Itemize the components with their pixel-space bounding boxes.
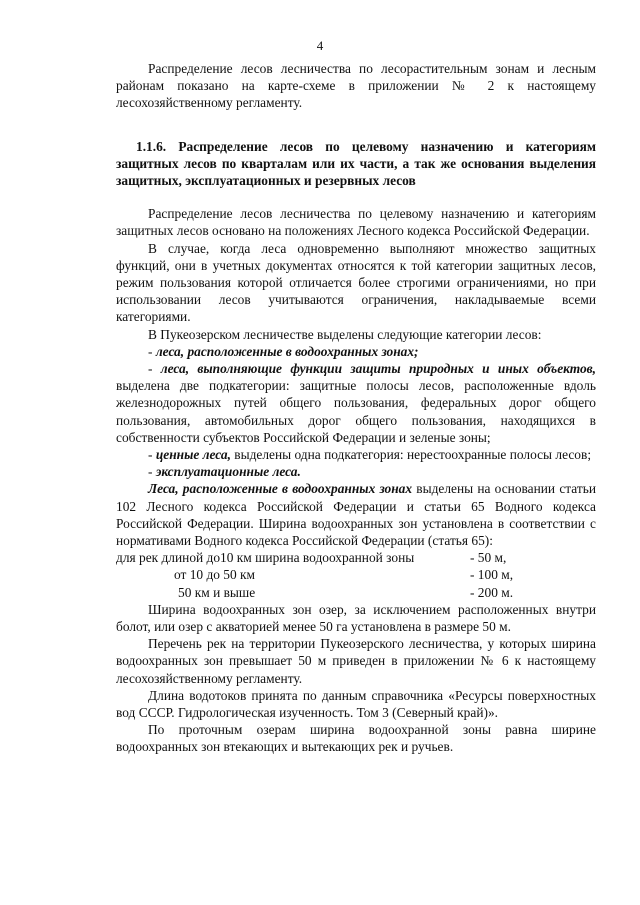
list-item-water-protection xyxy=(116,343,596,360)
table-row xyxy=(116,549,596,566)
paragraph-lakes: Ширина водоохранных зон озер, за исключением расположенных внутри болот, или озер с акваторией менее 50 га установлена в размере 50 м. xyxy=(116,601,596,635)
paragraph-categories-intro: В Пукеозерском лесничестве выделены следующие категории лесов: xyxy=(148,326,542,342)
paragraph-lead: Леса, расположенные в водоохранных зонах xyxy=(148,481,413,497)
paragraph-distribution: Распределение лесов лесничества по целевому назначению и категориям защитных лесов основано на положениях Лесного кодекса Российской Федерации. xyxy=(116,206,596,239)
list-item-text: леса, расположенные в водоохранных зонах; xyxy=(155,343,419,359)
row-value: - 50 м, xyxy=(470,550,507,566)
list-item-valuable-forests xyxy=(116,446,596,463)
page-content xyxy=(116,60,596,756)
list-item-protection-functions xyxy=(116,360,596,446)
paragraph-water-zones xyxy=(116,480,596,549)
list-dash: - xyxy=(148,464,156,480)
paragraph-text: выделены на основании статьи 102 Лесного кодекса Российской Федерации и статьи 65 Водного кодекса Российской Федерации. Ширина водоохранных зон установлена в соответствии с нормативами Водного кодекса Российской Федерации (статья 65): xyxy=(116,481,596,549)
list-item-text: выделена две подкатегории: защитные полосы лесов, расположенные вдоль железнодорожных путей общего пользования, федеральных дорог общего пользования, автомобильных дорог общего пользования, находящихся в собственности субъектов Российской Федерации и зеленые зоны; xyxy=(116,378,596,445)
page-number: 4 xyxy=(316,38,324,53)
list-dash: - xyxy=(148,343,156,359)
list-item-title: леса, выполняющие функции защиты природных и иных объектов, xyxy=(160,361,597,377)
paragraph-forest-zones: Распределение лесов лесничества по лесорастительным зонам и лесным районам показано на карте-схеме в приложении № 2 к настоящему лесохозяйственному регламенту. xyxy=(116,61,596,111)
list-item-title: ценные леса, xyxy=(155,447,231,463)
paragraph-watercourse-length: Длина водотоков принята по данным справочника «Ресурсы поверхностных вод СССР. Гидрологическая изученность. Том 3 (Северный край)». xyxy=(116,687,596,721)
list-dash: - xyxy=(148,447,156,463)
table-row xyxy=(116,584,596,601)
row-value: - 200 м. xyxy=(470,584,514,600)
section-heading: 1.1.6. Распределение лесов по целевому назначению и категориям защитных лесов по кварталам или их части, а так же основания выделения защитных, эксплуатационных и резервных лесов xyxy=(116,138,596,189)
paragraph-protective-functions: В случае, когда леса одновременно выполняют множество защитных функций, они в учетных документах относятся к той категории защитных лесов, режим пользования которой отличается более строгими ограничениями, но при использовании лесов учитываются ограничения, накладываемые всеми категориями. xyxy=(116,240,596,325)
row-label: для рек длиной до10 км ширина водоохранной зоны xyxy=(116,550,415,566)
list-item-text: эксплуатационные леса. xyxy=(155,464,301,480)
paragraph-flowing-lakes: По проточным озерам ширина водоохранной зоны равна ширине водоохранных зон втекающих и вытекающих рек и ручьев. xyxy=(116,722,596,755)
paragraph-rivers-list: Перечень рек на территории Пукеозерского лесничества, у которых ширина водоохранных зон превышает 50 м приведен в приложении № 6 к настоящему лесохозяйственному регламенту. xyxy=(116,636,596,686)
list-item-text: выделены одна подкатегория: нерестоохранные полосы лесов; xyxy=(230,447,592,463)
row-label: от 10 до 50 км xyxy=(174,567,256,583)
list-dash: - xyxy=(148,361,161,377)
list-item-exploitation xyxy=(116,463,596,480)
row-label: 50 км и выше xyxy=(178,584,256,600)
row-value: - 100 м, xyxy=(470,567,514,583)
table-row xyxy=(116,566,596,583)
